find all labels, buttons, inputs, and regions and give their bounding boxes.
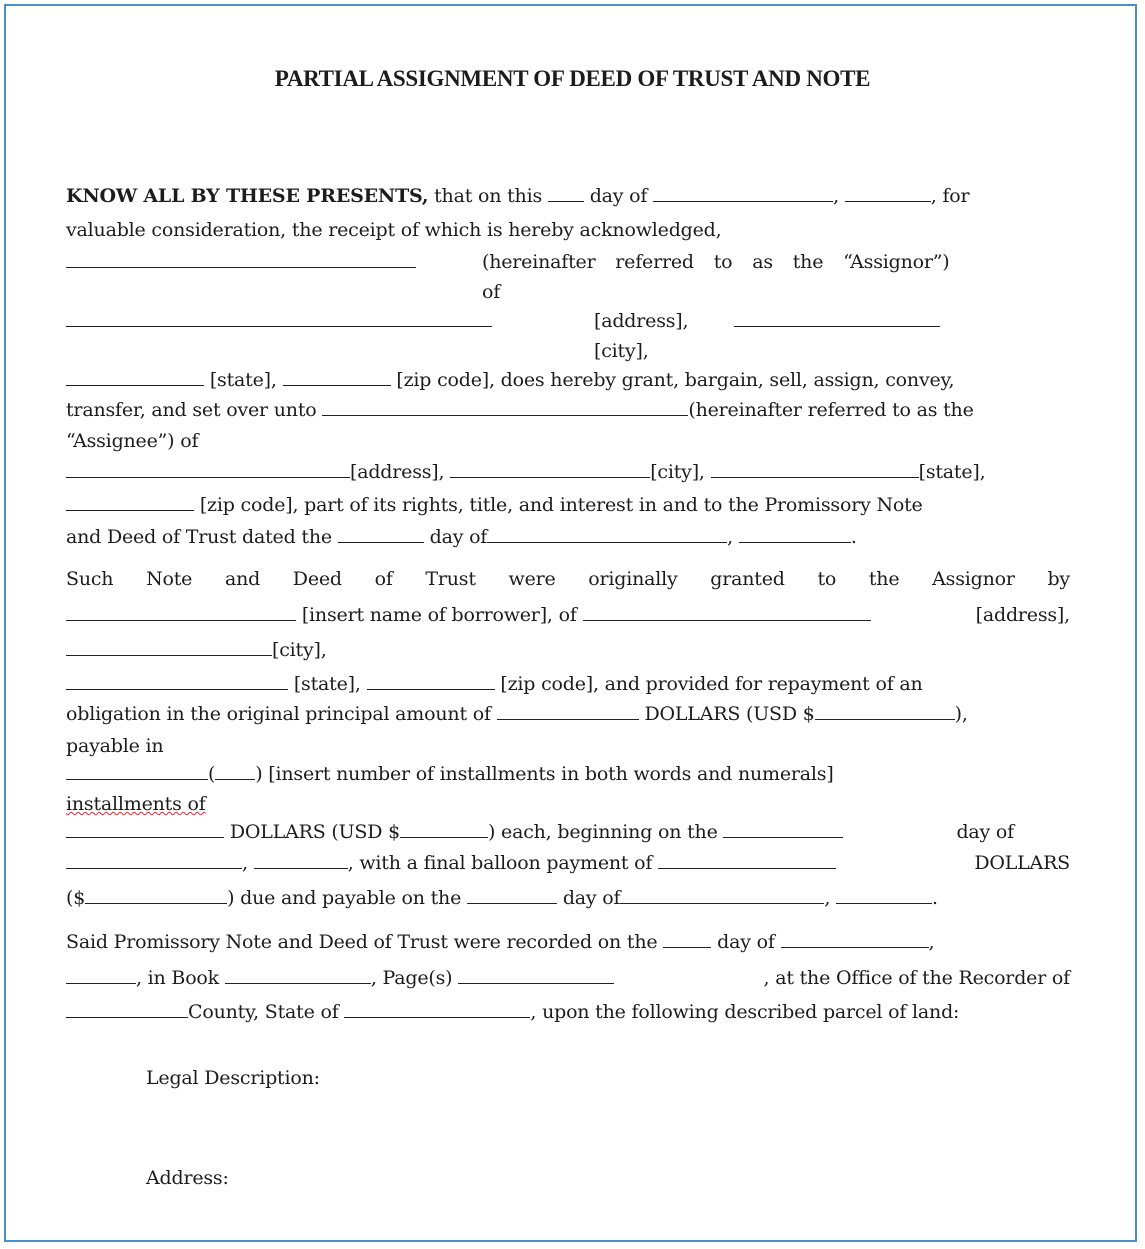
blank-day[interactable] xyxy=(548,184,584,202)
text: (hereinafter referred to as the xyxy=(688,399,974,421)
text: [address], xyxy=(975,604,1070,626)
text: ) each, beginning on the xyxy=(487,821,718,843)
blank-deed-month[interactable] xyxy=(487,525,727,543)
blank-due-day[interactable] xyxy=(467,886,557,904)
of-text: of xyxy=(482,281,501,303)
line-know-all xyxy=(66,184,1070,208)
text: , upon the following described parcel of land: xyxy=(530,1001,960,1023)
text: that on this xyxy=(434,185,543,207)
blank-balloon-amount[interactable] xyxy=(658,851,836,869)
text: [insert name of borrower], of xyxy=(301,604,577,626)
line-book xyxy=(66,966,1070,990)
blank-balloon-usd[interactable] xyxy=(85,886,227,904)
text: ) due and payable on the xyxy=(227,887,462,909)
text: [state], xyxy=(293,673,361,695)
text: [state], xyxy=(209,369,277,391)
line-balloon xyxy=(66,851,1070,875)
text: transfer, and set over unto xyxy=(66,399,317,421)
blank-installments-number[interactable] xyxy=(215,762,255,780)
line-borrower xyxy=(66,603,1070,627)
text: , for xyxy=(930,185,970,207)
text: [city], xyxy=(650,461,705,483)
blank-borrower-city[interactable] xyxy=(66,638,272,656)
text: DOLLARS (USD $ xyxy=(229,821,400,843)
blank-assignor-name[interactable] xyxy=(66,250,416,268)
line-consideration: valuable consideration, the receipt of which is hereby acknowledged, xyxy=(66,219,722,241)
blank-assignor-zip[interactable] xyxy=(283,368,391,386)
address-label: Address: xyxy=(146,1167,229,1189)
blank-borrower-zip[interactable] xyxy=(367,672,495,690)
legal-description-label: Legal Description: xyxy=(146,1067,320,1089)
line-each-beginning xyxy=(66,820,1070,844)
text: [address], xyxy=(350,461,445,483)
text: and Deed of Trust dated the xyxy=(66,526,332,548)
blank-due-year[interactable] xyxy=(836,886,932,904)
line-installments xyxy=(66,762,1070,786)
text: ), xyxy=(954,703,968,725)
line-zip2 xyxy=(66,493,1070,517)
text: , xyxy=(833,185,839,207)
text: installments of xyxy=(66,793,206,815)
word: and xyxy=(224,568,261,590)
blank-start-day[interactable] xyxy=(723,820,843,838)
text: ( xyxy=(208,763,216,785)
blank-borrower-state[interactable] xyxy=(66,672,288,690)
line-recorded xyxy=(66,930,1070,954)
blank-borrower-address[interactable] xyxy=(583,603,871,621)
line-obligation xyxy=(66,702,1070,726)
text: , xyxy=(928,931,935,953)
word: by xyxy=(1047,568,1070,590)
blank-assignor-address[interactable] xyxy=(66,309,492,327)
text: , at the Office of the Recorder of xyxy=(763,967,1070,989)
blank-borrower-name[interactable] xyxy=(66,603,296,621)
blank-installment-amount[interactable] xyxy=(400,820,488,838)
word: to xyxy=(817,568,837,590)
blank-book[interactable] xyxy=(225,966,371,984)
text: day of xyxy=(717,931,775,953)
blank-assignee-address[interactable] xyxy=(66,460,350,478)
blank-pages[interactable] xyxy=(458,966,614,984)
text: [state], xyxy=(918,461,986,483)
document-title: PARTIAL ASSIGNMENT OF DEED OF TRUST AND NOTE xyxy=(274,66,871,91)
line-payable: payable in xyxy=(66,735,164,757)
blank-year[interactable] xyxy=(845,184,931,202)
text: , in Book xyxy=(136,967,219,989)
city-label: [city], xyxy=(594,340,649,362)
text: day of xyxy=(956,821,1014,843)
line-assignor xyxy=(66,250,1070,274)
blank-installments-words[interactable] xyxy=(66,762,208,780)
word: the xyxy=(868,568,900,590)
blank-recorded-month[interactable] xyxy=(781,930,929,948)
text: DOLLARS xyxy=(974,852,1070,874)
line-such-note xyxy=(66,567,1070,591)
line-deed-dated xyxy=(66,525,1070,549)
word: of xyxy=(374,568,393,590)
blank-principal-words[interactable] xyxy=(497,702,639,720)
text: Said Promissory Note and Deed of Trust were recorded on the xyxy=(66,931,658,953)
blank-month[interactable] xyxy=(653,184,833,202)
blank-recorded-year[interactable] xyxy=(66,966,136,984)
text: County, State of xyxy=(188,1001,339,1023)
blank-assignor-state[interactable] xyxy=(66,368,204,386)
word: granted xyxy=(710,568,785,590)
blank-deed-year[interactable] xyxy=(739,525,851,543)
blank-recorded-day[interactable] xyxy=(663,930,711,948)
line-state1 xyxy=(66,368,1070,392)
blank-start-month[interactable] xyxy=(66,851,242,869)
text: [zip code], does hereby grant, bargain, sell, assign, convey, xyxy=(396,369,955,391)
blank-principal-amount[interactable] xyxy=(815,702,955,720)
blank-installment-words[interactable] xyxy=(66,820,224,838)
blank-due-month[interactable] xyxy=(620,886,824,904)
blank-start-year[interactable] xyxy=(254,851,348,869)
text: ($ xyxy=(66,887,86,909)
text: . xyxy=(932,887,938,909)
line-address2 xyxy=(66,460,1070,484)
line-due xyxy=(66,886,1070,910)
text: [city], xyxy=(272,639,327,661)
line-transfer xyxy=(66,398,1070,422)
blank-assignee-name[interactable] xyxy=(322,398,688,416)
blank-assignor-city[interactable] xyxy=(734,309,940,327)
text: . xyxy=(850,526,857,548)
blank-deed-day[interactable] xyxy=(338,525,424,543)
text: ) [insert number of installments in both words and numerals] xyxy=(255,763,834,785)
text: , Page(s) xyxy=(370,967,453,989)
text: DOLLARS (USD $ xyxy=(644,703,815,725)
lead-text: KNOW ALL BY THESE PRESENTS, xyxy=(66,185,429,207)
blank-assignee-city[interactable] xyxy=(450,460,650,478)
text: day of xyxy=(429,526,488,548)
line-county xyxy=(66,1000,1070,1024)
word: Trust xyxy=(425,568,476,590)
word: Such xyxy=(66,568,114,590)
blank-state[interactable] xyxy=(344,1000,530,1018)
word: Deed xyxy=(292,568,342,590)
line-address1 xyxy=(66,309,1070,333)
text: day of xyxy=(589,185,648,207)
word: were xyxy=(508,568,556,590)
blank-county[interactable] xyxy=(66,1000,188,1018)
blank-assignee-state[interactable] xyxy=(711,460,919,478)
line-assignee-of: “Assignee”) of xyxy=(66,430,199,452)
text: obligation in the original principal amount of xyxy=(66,703,491,725)
text: , with a final balloon payment of xyxy=(347,852,653,874)
text: , xyxy=(824,887,831,909)
text: , xyxy=(242,852,248,874)
address-label: [address], xyxy=(594,310,689,332)
text: , xyxy=(727,526,733,548)
assignor-ref: (hereinafter referred to as the “Assignor”) xyxy=(482,251,950,273)
blank-assignee-zip[interactable] xyxy=(66,493,194,511)
word: Assignor xyxy=(932,568,1015,590)
text: [zip code], part of its rights, title, and interest in and to the Promissory Note xyxy=(199,494,923,516)
line-installments-of xyxy=(66,792,1070,816)
line-city3 xyxy=(66,638,1070,662)
word: originally xyxy=(588,568,678,590)
text: day of xyxy=(562,887,621,909)
word: Note xyxy=(146,568,193,590)
text: [zip code], and provided for repayment of an xyxy=(500,673,923,695)
line-state3 xyxy=(66,672,1070,696)
